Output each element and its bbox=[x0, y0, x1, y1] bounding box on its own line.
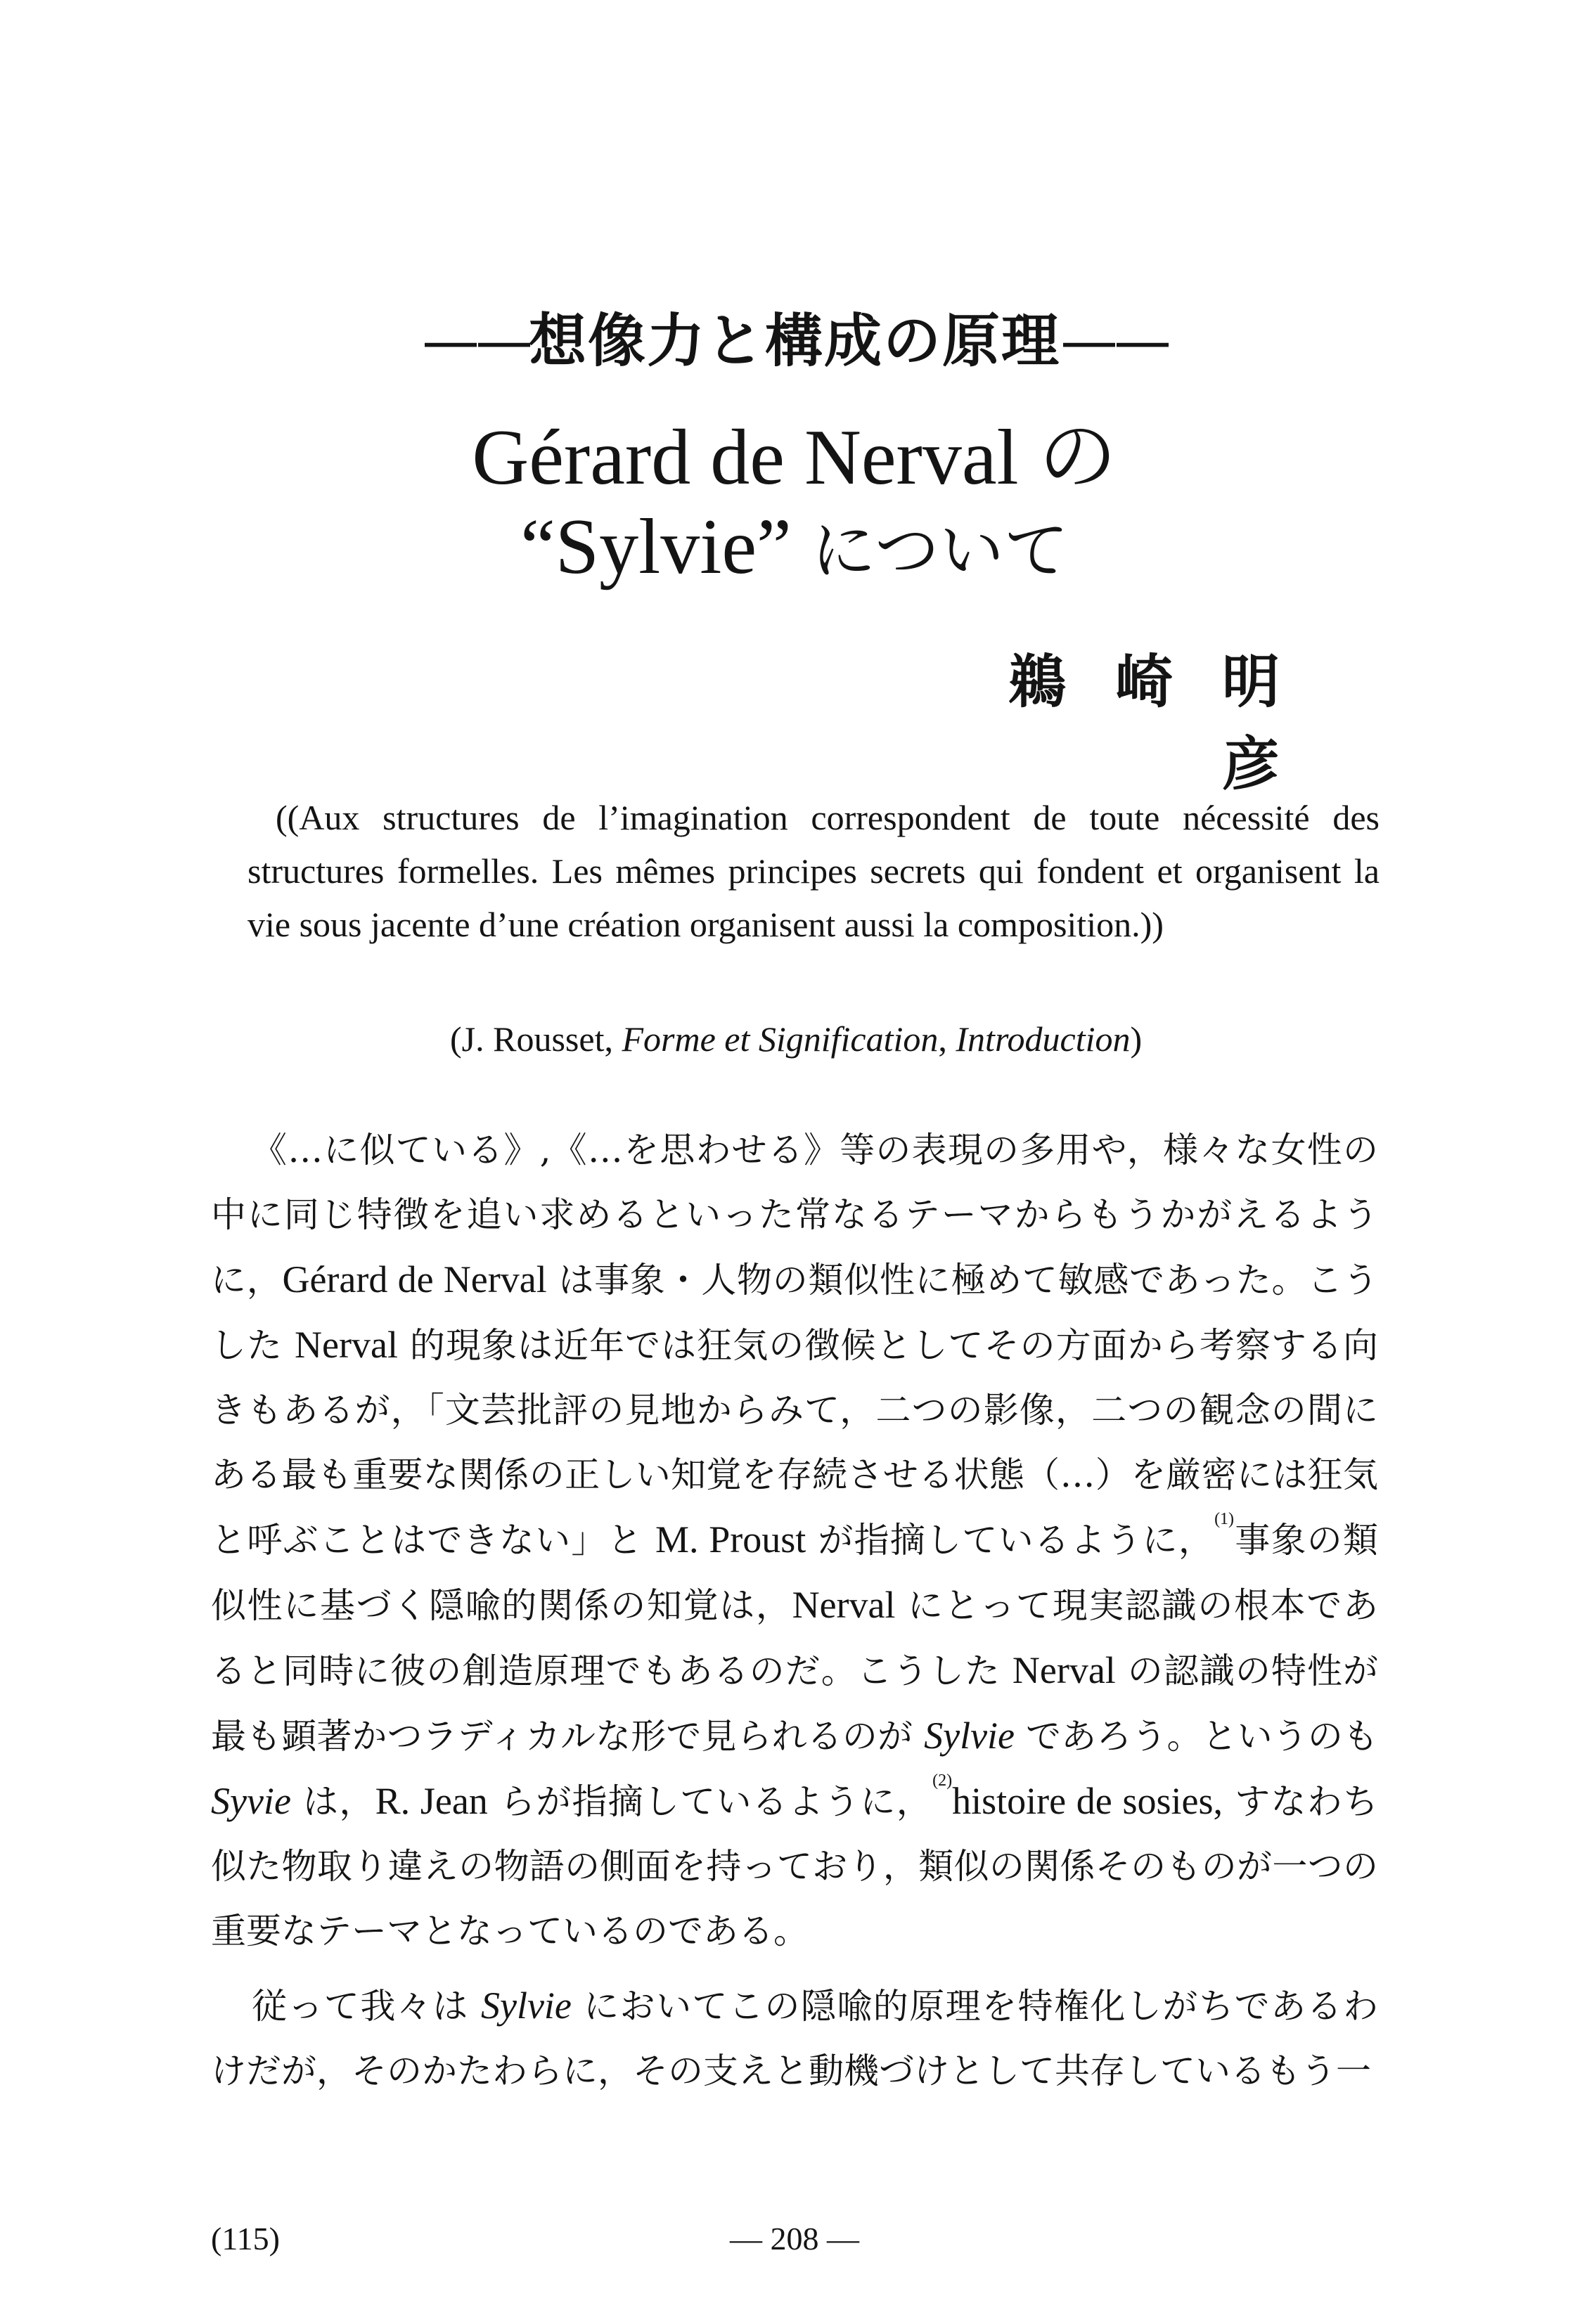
p2-seg-a: 従って我々は bbox=[252, 1986, 481, 2027]
p1-seg-p: は， bbox=[290, 1781, 375, 1822]
p1-seg-q: R. Jean bbox=[375, 1780, 488, 1822]
article-title-line2 bbox=[380, 499, 1209, 593]
paragraph-2 bbox=[211, 1973, 1378, 2103]
article-subtitle bbox=[380, 295, 1209, 377]
p1-seg-r: らが指摘しているように， bbox=[487, 1781, 933, 1822]
p1-seg-a: 《…に似ている》,《…を思わせる》等の表現の多用や，様々な女性の中に同じ特徴を追い求めるといった常なるテーマからもうかがえるように， bbox=[211, 1130, 1378, 1300]
page-number: — 208 — bbox=[730, 2221, 859, 2257]
source-separator: , bbox=[938, 1019, 956, 1059]
p1-seg-i: Nerval bbox=[792, 1584, 896, 1626]
epigraph-source bbox=[450, 1012, 1294, 1066]
body-text bbox=[211, 1118, 1378, 2103]
p1-seg-l: の認識の特性が最も顕著かつラディカルな形で見られるのが bbox=[211, 1651, 1378, 1757]
p1-seg-c: は事象・人物の類似性に極めて敏感であった。こうした bbox=[211, 1260, 1378, 1366]
p1-seg-e: 的現象は近年では狂気の徴候としてその方面から考察する向きもあるが，「文芸批評の見地からみて，二つの影像，二つの観念の間にある最も重要な関係の正しい知覚を存続させる状態（…）を厳密には狂気と呼ぶことはできない」と bbox=[211, 1325, 1378, 1561]
p1-seg-s: histoire de sosies, bbox=[952, 1780, 1223, 1822]
p1-seg-j: にとって現実認識の根本であると同時に彼の創造原理でもあるのだ。こうした bbox=[211, 1585, 1378, 1691]
p1-seg-f: M. Proust bbox=[655, 1518, 806, 1561]
p2-seg-b: Sylvie bbox=[480, 1984, 572, 2027]
source-chapter: Introduction bbox=[956, 1019, 1131, 1059]
source-author: (J. Rousset, bbox=[450, 1019, 622, 1059]
footnote-ref-1[interactable]: (1) bbox=[1214, 1510, 1235, 1528]
subtitle-dash-right: —— bbox=[1060, 308, 1167, 375]
p2-seg-c: においてこの隠喩的原理を特権化しがちであるわけだが，そのかたわらに，その支えと動機づけとして共存しているもう一 bbox=[211, 1986, 1378, 2091]
p1-seg-d: Nerval bbox=[295, 1324, 398, 1366]
footnote-ref-2[interactable]: (2) bbox=[932, 1771, 953, 1790]
author-name: 鵜崎明彦 bbox=[1008, 649, 1329, 798]
title-work-name: “Sylvie” bbox=[520, 503, 792, 590]
source-book: Forme et Signification bbox=[622, 1019, 939, 1059]
p1-seg-m: Sylvie bbox=[924, 1715, 1015, 1757]
p1-seg-h: 事象の類似性に基づく隠喩的関係の知覚は， bbox=[211, 1520, 1379, 1626]
title-jp-suffix: について bbox=[811, 513, 1069, 588]
page-marker-left: (115) bbox=[211, 2221, 280, 2257]
subtitle-text: 想像力と構成の原理 bbox=[528, 308, 1060, 375]
article-title-line1: Gérard de Nerval の bbox=[472, 414, 1117, 501]
p1-seg-t: すなわち似た物取り違えの物語の側面を持っており，類似の関係そのものが一つの重要なテーマとなっているのである。 bbox=[211, 1781, 1378, 1951]
p1-seg-o: Syvie bbox=[211, 1780, 291, 1822]
p1-seg-g: が指摘しているように， bbox=[806, 1520, 1215, 1561]
p1-seg-b: Gérard de Nerval bbox=[282, 1258, 547, 1300]
paragraph-1 bbox=[211, 1118, 1378, 1963]
source-close: ) bbox=[1130, 1019, 1143, 1059]
p1-seg-n: であろう。というのも bbox=[1015, 1716, 1378, 1757]
epigraph-quote: ((Aux structures de l’imagination correspondent de toute nécessité des structures formelles. Les mêmes principes secrets qui fondent et organisent la vie sous jacente d’une création organisent aussi la composition.)) bbox=[248, 798, 1380, 944]
subtitle-dash-left: —— bbox=[421, 308, 529, 375]
p1-seg-k: Nerval bbox=[1012, 1649, 1116, 1691]
